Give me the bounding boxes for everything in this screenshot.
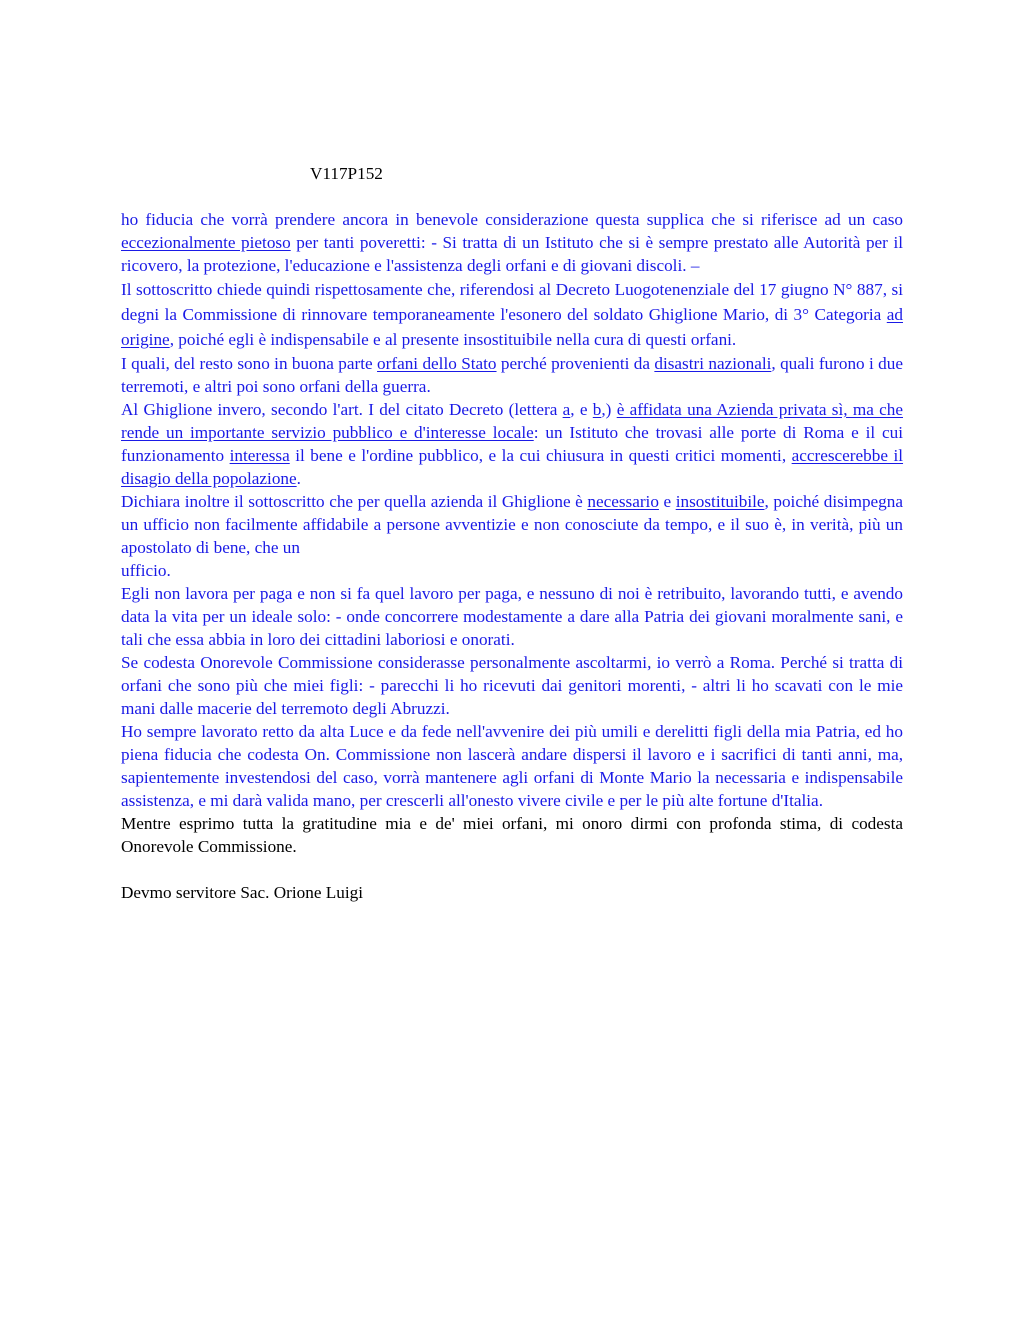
paragraph-2: Il sottoscritto chiede quindi rispettosamente che, riferendosi al Decreto Luogotenenziale del 17 giugno N° 887, si degni la Commissione di rinnovare temporaneamente l'esonero del soldato Ghiglione Mario, di 3° Categoria ad origine, poiché egli è indispensabile e al presente insostituibile nella cura di questi orfani.: [121, 280, 903, 349]
signature: Devmo servitore Sac. Orione Luigi: [121, 883, 363, 902]
underlined-text: necessario: [587, 492, 659, 511]
closing-paragraph: Mentre esprimo tutta la gratitudine mia e de' miei orfani, mi onoro dirmi con profonda stima, di codesta Onorevole Commissione.: [121, 814, 903, 856]
underlined-text: accrescerebbe il disagio della popolazione: [121, 446, 904, 488]
paragraph-8: Ho sempre lavorato retto da alta Luce e da fede nell'avvenire dei più umili e derelitti figli della mia Patria, ed ho piena fiducia che codesta On. Commissione non lascerà andare dispersi il lavoro e i sacrifici di tanti anni, ma, sapientemente investendosi del caso, vorrà mantenere agli orfani di Monte Mario la necessaria e indispensabile assistenza, e mi darà valida mano, per crescerli all'onesto vivere civile e per le più alte fortune d'Italia.: [121, 722, 903, 810]
paragraph-1: ho fiducia che vorrà prendere ancora in benevole considerazione questa supplica che si riferisce ad un caso eccezionalmente pietoso per tanti poveretti: - Si tratta di un Istituto che si è sempre prestato alle Autorità per il ricovero, la protezione, l'educazione e l'assistenza degli orfani e di giovani discoli. –: [121, 210, 903, 275]
paragraph-5: Dichiara inoltre il sottoscritto che per quella azienda il Ghiglione è necessario e insostituibile, poiché disimpegna un ufficio non facilmente affidabile a persone avventizie e non conosciute da tempo, e il suo è, in verità, più un apostolato di bene, che un ufficio.: [121, 492, 903, 580]
letter-page: [121, 162, 903, 904]
paragraph-3: I quali, del resto sono in buona parte orfani dello Stato perché provenienti da disastri nazionali, quali furono i due terremoti, e altri poi sono orfani della guerra.: [121, 354, 903, 396]
document-id: V117P152: [310, 164, 383, 183]
underlined-text: a: [562, 400, 571, 419]
underlined-text: orfani dello Stato: [377, 354, 497, 373]
underlined-text: insostituibile: [675, 492, 765, 511]
paragraph-7: Se codesta Onorevole Commissione considerasse personalmente ascoltarmi, io verrò a Roma. Perché si tratta di orfani che sono più che miei figli: - parecchi li ho ricevuti dai genitori morenti, - altri li ho scavati con le mie mani dalle macerie del terremoto degli Abruzzi.: [121, 653, 903, 718]
underlined-text: ad origine: [121, 305, 903, 349]
underlined-text: interessa: [229, 446, 290, 465]
underlined-text: eccezionalmente pietoso: [121, 233, 291, 252]
underlined-text: b: [592, 400, 602, 419]
underlined-text: disastri nazionali: [654, 354, 772, 373]
paragraph-4: Al Ghiglione invero, secondo l'art. I del citato Decreto (lettera a, e b,) è affidata una Azienda privata sì, ma che rende un importante servizio pubblico e d'interesse locale: un Istituto che trovasi alle porte di Roma e il cui funzionamento interessa il bene e l'ordine pubblico, e la cui chiusura in questi critici momenti, accrescerebbe il disagio della popolazione.: [121, 400, 904, 488]
paragraph-6: Egli non lavora per paga e non si fa quel lavoro per paga, e nessuno di noi è retribuito, lavorando tutti, e avendo data la vita per un ideale solo: - onde concorrere modestamente a dare alla Patria dei giovani moralmente sani, e tali che essa abbia in loro dei cittadini laboriosi e onorati.: [121, 584, 903, 649]
underlined-text: è affidata una Azienda privata sì, ma che rende un importante servizio pubblico e d'interesse locale: [121, 400, 903, 442]
